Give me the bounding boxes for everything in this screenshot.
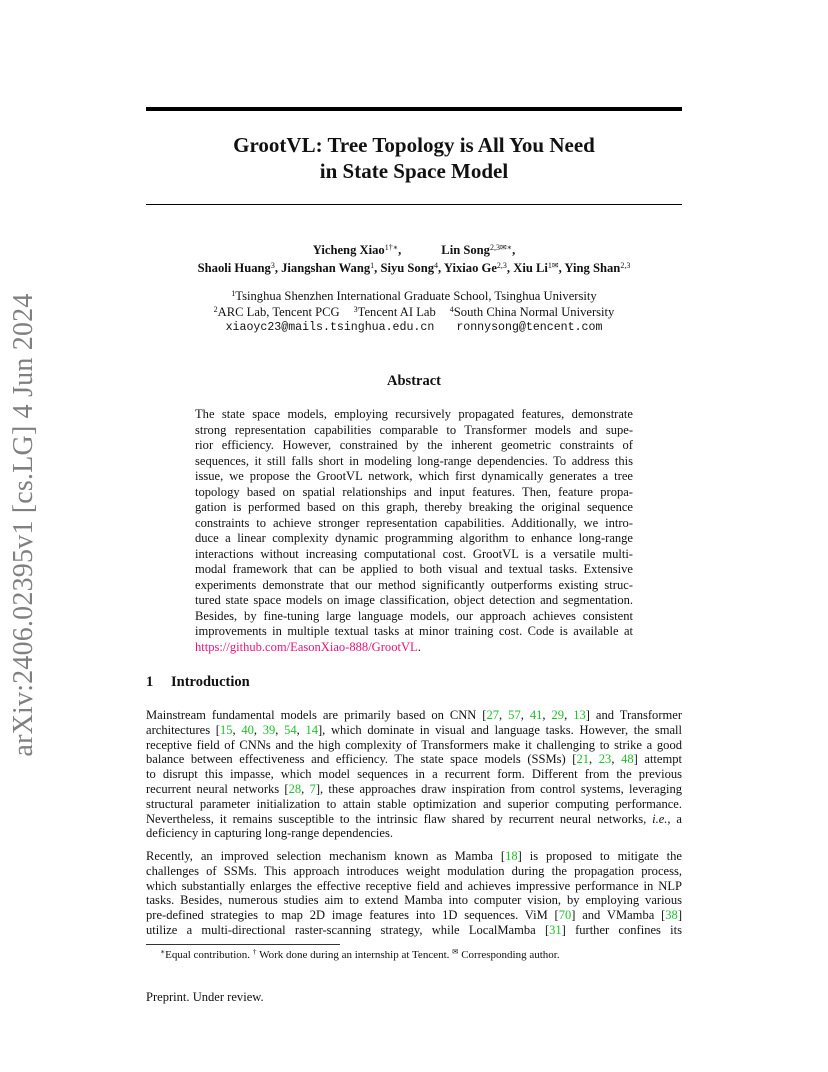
affiliation-arc: ARC Lab, Tencent PCG bbox=[217, 304, 340, 319]
paragraph-line: balance between effectiveness and efficiency. The state space models (SSMs) [21, 23, 48] attempt bbox=[146, 752, 683, 767]
email-song: ronnysong@tencent.com bbox=[456, 321, 603, 334]
preprint-note: Preprint. Under review. bbox=[146, 990, 264, 1004]
section-title: Introduction bbox=[171, 674, 250, 690]
intro-paragraph-2 bbox=[146, 849, 682, 938]
paragraph-line: architectures [15, 40, 39, 54, 14], which dominate in visual and language tasks. However, the small bbox=[146, 722, 682, 737]
paragraph-line: Recently, an improved selection mechanism known as Mamba [18] is proposed to mitigate the bbox=[146, 849, 682, 863]
author-affil-mark: 3 bbox=[270, 261, 275, 270]
author-name: Shaoli Huang bbox=[197, 261, 271, 275]
title-bottom-rule bbox=[146, 204, 682, 205]
paragraph-line: Mainstream fundamental models are primarily based on CNN [27, 57, 41, 29, 13] and Transformer bbox=[146, 708, 683, 722]
abstract-line: strong representation capabilities comparable to Transformer models and supe- bbox=[195, 422, 633, 437]
paper-title bbox=[146, 132, 682, 184]
paragraph-line: which substantially enlarges the effective receptive field and achieves impressive performance in NLP bbox=[146, 878, 682, 893]
affil-mark: 4 bbox=[449, 304, 454, 314]
footnote-text: Work done during an internship at Tencent. bbox=[256, 949, 453, 961]
citation-link[interactable]: 29 bbox=[551, 708, 565, 722]
abstract-line: tured state space models on image classification, object detection and segmentation. bbox=[195, 593, 633, 607]
citation-link[interactable]: 21 bbox=[576, 752, 590, 767]
affil-mark: 2 bbox=[213, 304, 218, 314]
author-affil-mark: 1✉ bbox=[547, 261, 559, 270]
paragraph-line: deficiency in capturing long-range dependencies. bbox=[146, 826, 393, 841]
author-name: Yixiao Ge bbox=[443, 261, 497, 275]
footnote-text: Equal contribution. bbox=[165, 949, 253, 961]
abstract-line: sequences, it still falls short in modeling long-range dependencies. To address this bbox=[195, 453, 633, 468]
author-line-2: Shaoli Huang$^3$, Jiangshan Wang$^1$, Siyu Song$^4$, Yixiao Ge$^{2,3}$, Xiu $Li^{1✉}$, Ying Shan$^{2,3}$ bbox=[197, 261, 631, 275]
citation-link[interactable]: 14 bbox=[305, 722, 318, 737]
section-number: 1 bbox=[146, 674, 154, 690]
author-name: Jiangshan Wang bbox=[281, 261, 371, 275]
citation-link[interactable]: 31 bbox=[549, 922, 562, 937]
abstract-line: gation is performed based on this graph, thereby breaking the original sequence bbox=[195, 500, 633, 514]
author-affil-mark: 2,3 bbox=[620, 261, 631, 270]
citation-link[interactable]: 7 bbox=[309, 781, 316, 796]
citation-link[interactable]: 15 bbox=[219, 722, 233, 737]
abstract-line: topology based on spatial relationships and input features. Then, feature propa- bbox=[195, 484, 633, 499]
citation-link[interactable]: 38 bbox=[665, 908, 678, 923]
email-xiao: xiaoyc23@mails.tsinghua.edu.cn bbox=[225, 321, 435, 334]
paragraph-line: tasks. Besides, numerous studies aim to extend Mamba into computer vision, by employing various bbox=[146, 893, 682, 908]
footnote-mark: † bbox=[252, 947, 257, 956]
author-affil-mark: 2,3✉∗ bbox=[489, 243, 513, 252]
section-heading-introduction bbox=[146, 674, 250, 691]
author-affil-mark: 2,3 bbox=[496, 261, 507, 270]
title-line-2: in State Space Model bbox=[319, 159, 509, 183]
abstract-line: rior efficiency. However, constrained by the inherent geometric constraints of bbox=[195, 438, 633, 452]
author-affil-mark: 1†∗ bbox=[384, 243, 399, 252]
footnote-rule bbox=[146, 944, 340, 945]
abstract-line: modal framework that can be applied to both visual and textual tasks. Extensive bbox=[195, 562, 633, 576]
citation-link[interactable]: 39 bbox=[262, 722, 276, 737]
title-top-rule bbox=[146, 107, 682, 111]
affiliation-scnu: South China Normal University bbox=[453, 304, 615, 319]
citation-link[interactable]: 23 bbox=[598, 752, 612, 767]
title-line-1: GrootVL: Tree Topology is All You Need bbox=[233, 133, 595, 157]
abstract-body bbox=[195, 407, 633, 655]
citation-link[interactable]: 54 bbox=[284, 722, 297, 737]
arxiv-identifier-text: arXiv:2406.02395v1 [cs.LG] 4 Jun 2024 bbox=[8, 293, 39, 757]
affiliations bbox=[120, 289, 708, 336]
paragraph-line: receptive field of CNNs and the high complexity of Transformers make it challenging to strike a good bbox=[146, 737, 682, 752]
affiliation-tsinghua: Tsinghua Shenzhen International Graduate School, Tsinghua University bbox=[235, 289, 597, 303]
abstract-line: improvements in multiple textual tasks at minor training cost. Code is available at bbox=[195, 624, 633, 638]
citation-link[interactable]: 18 bbox=[505, 849, 518, 863]
abstract-line: issue, we propose the GrootVL network, which first dynamically generates a tree bbox=[195, 469, 633, 483]
author-name: Siyu Song bbox=[380, 261, 435, 275]
author-name: Yicheng Xiao bbox=[312, 243, 385, 257]
author-list bbox=[120, 241, 708, 277]
abstract-line: Besides, by fine-tuning large language models, our approach achieves consistent bbox=[195, 608, 633, 623]
citation-link[interactable]: 28 bbox=[288, 781, 302, 796]
author-affil-mark: 4 bbox=[434, 261, 439, 270]
abstract-line: constraints to achieve stronger representation capabilities. Additionally, we intro- bbox=[195, 515, 633, 530]
paragraph-line: utilize a multi-directional raster-scanning strategy, while LocalMamba [31] further confines its bbox=[146, 922, 682, 937]
paragraph-line: to disrupt this impasse, which model sequences in a recurrent form. Different from the previous bbox=[146, 767, 682, 782]
citation-link[interactable]: 27 bbox=[486, 708, 500, 722]
link-suffix: . bbox=[417, 639, 421, 654]
github-link[interactable]: https://github.com/EasonXiao-888/GrootVL bbox=[195, 639, 418, 654]
arxiv-identifier bbox=[4, 293, 44, 757]
author-line-1: Yicheng Xiao$^{1\dagger∗}$, Lin Song$^{2,3✉∗}$, bbox=[312, 243, 516, 257]
paragraph-line: pre-defined strategies to map 2D image features into 1D sequences. ViM [70] and VMamba [38] bbox=[146, 908, 682, 923]
footnote bbox=[160, 949, 560, 961]
author-name: Lin Song bbox=[441, 243, 490, 257]
email-line bbox=[120, 320, 708, 336]
abstract-line: The state space models, employing recursively propagated features, demonstrate bbox=[195, 407, 633, 421]
citation-link[interactable]: 41 bbox=[529, 708, 543, 722]
abstract-last-line bbox=[195, 640, 633, 656]
paragraph-line: recurrent neural networks [28, 7], these approaches draw inspiration from control systems, leveraging bbox=[146, 781, 682, 796]
author-name: Ying Shan bbox=[564, 261, 621, 275]
footnote-mark: ✉ bbox=[452, 947, 459, 956]
paragraph-line: structural parameter initialization to attain stable optimization and superior computing performance. bbox=[146, 796, 682, 811]
citation-link[interactable]: 13 bbox=[573, 708, 586, 722]
author-name: Xiu Li bbox=[513, 261, 548, 275]
affiliation-line-2 bbox=[120, 305, 708, 321]
affiliation-line-1 bbox=[120, 289, 708, 305]
abstract-line: duce a linear complexity dynamic programming algorithm to enhance long-range bbox=[195, 531, 633, 545]
intro-paragraph-1 bbox=[146, 708, 682, 841]
footnote-mark: ∗ bbox=[160, 947, 166, 956]
footnote-text: Corresponding author. bbox=[458, 949, 560, 961]
citation-link[interactable]: 40 bbox=[241, 722, 254, 737]
affiliation-tencent-ai: Tencent AI Lab bbox=[357, 304, 436, 319]
citation-link[interactable]: 57 bbox=[508, 708, 521, 722]
paragraph-line: Nevertheless, it remains susceptible to the intrinsic flaw shared by recurrent neural networks, i.e., a bbox=[146, 811, 682, 826]
ie-abbrev: i.e. bbox=[652, 811, 668, 826]
author-affil-mark: 1 bbox=[370, 261, 375, 270]
affil-mark: 1 bbox=[231, 289, 236, 298]
abstract-line: experiments demonstrate that our method significantly outperforms existing struc- bbox=[195, 577, 633, 592]
affil-mark: 3 bbox=[353, 304, 358, 314]
citation-link[interactable]: 48 bbox=[621, 752, 634, 767]
paragraph-line: challenges of SSMs. This approach introduces weight modulation during the propagation process, bbox=[146, 863, 682, 878]
abstract-heading: Abstract bbox=[387, 373, 441, 389]
citation-link[interactable]: 70 bbox=[558, 908, 572, 923]
abstract-line: interactions without increasing computational cost. GrootVL is a versatile multi- bbox=[195, 546, 633, 561]
